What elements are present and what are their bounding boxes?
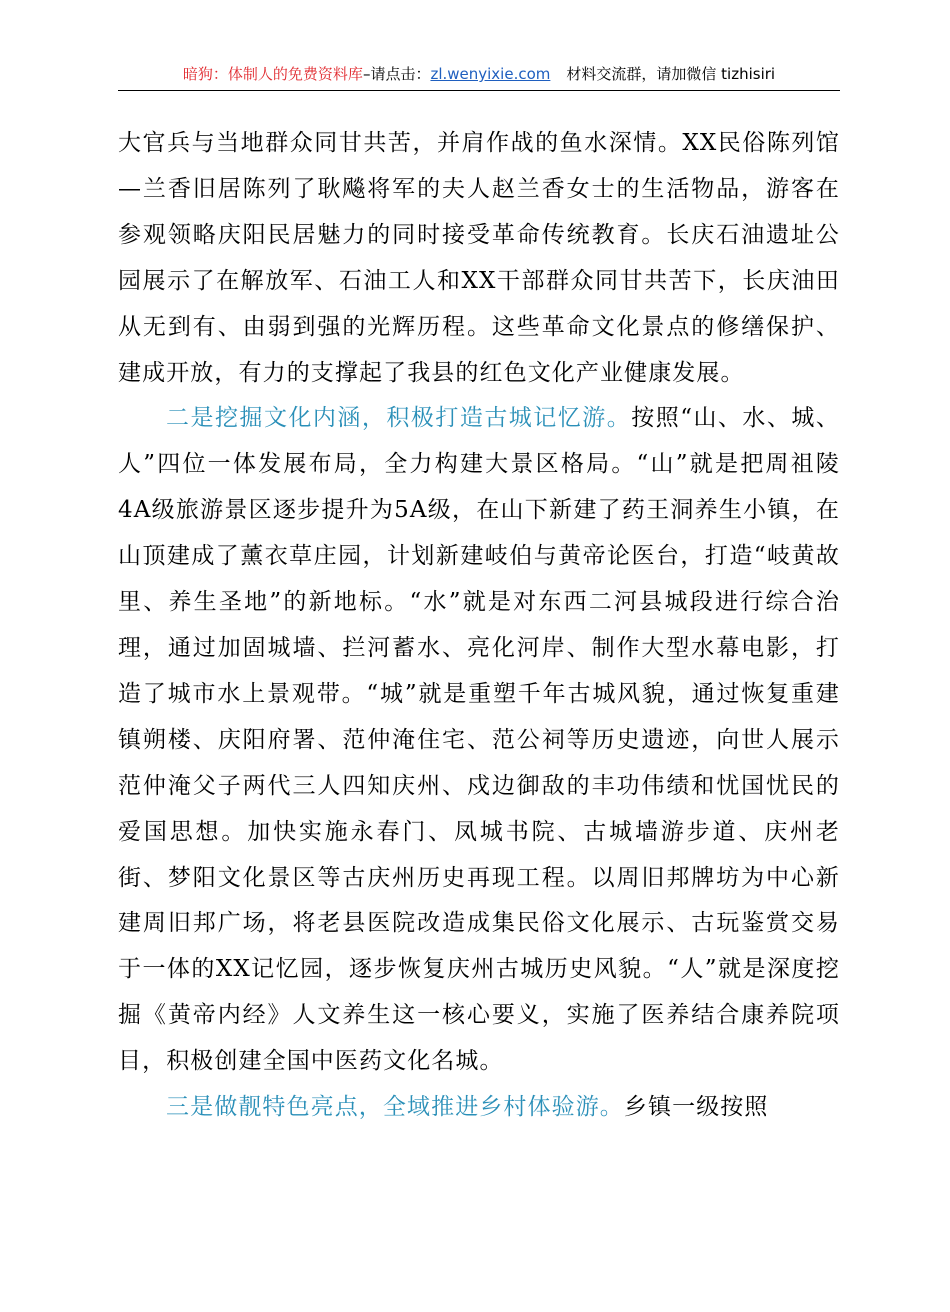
section-two-text: 按照“山、水、城、人”四位一体发展布局，全力构建大景区格局。“山”就是把周祖陵4A级旅游景区逐步提升为5A级，在山下新建了药王洞养生小镇，在山顶建成了薰衣草庄园，计划新建岐伯与黄帝论医台，打造“岐黄故里、养生圣地”的新地标。“水”就是对东西二河县城段进行综合治理，通过加固城墙、拦河蓄水、亮化河岸、制作大型水幕电影，打造了城市水上景观带。“城”就是重塑千年古城风貌，通过恢复重建镇朔楼、庆阳府署、范仲淹住宅、范公祠等历史遗迹，向世人展示范仲淹父子两代三人四知庆州、戍边御敌的丰功伟绩和忧国忧民的爱国思想。加快实施永春门、凤城书院、古城墙游步道、庆州老街、梦阳文化景区等古庆州历史再现工程。以周旧邦牌坊为中心新建周旧邦广场，将老县医院改造成集民俗文化展示、古玩鉴赏交易于一体的XX记忆园，逐步恢复庆州古城历史风貌。“人”就是深度挖掘《黄帝内经》人文养生这一核心要义，实施了医养结合康养院项目，积极创建全国中医药文化名城。 — [118, 405, 840, 1075]
header-click-prompt: –请点击： — [362, 65, 431, 83]
paragraph-section-three — [118, 1085, 840, 1131]
header-site-title: 暗狗：体制人的免费资料库 — [182, 65, 363, 83]
document-body — [118, 121, 840, 1131]
page-header — [118, 58, 840, 91]
header-url-link[interactable]: zl.wenyixie.com — [430, 65, 551, 83]
paragraph-continuation — [118, 121, 840, 396]
paragraph-1-text: 大官兵与当地群众同甘共苦，并肩作战的鱼水深情。XX民俗陈列馆—兰香旧居陈列了耿飚将军的夫人赵兰香女士的生活物品，游客在参观领略庆阳民居魅力的同时接受革命传统教育。长庆石油遗址公园展示了在解放军、石油工人和XX干部群众同甘共苦下，长庆油田从无到有、由弱到强的光辉历程。这些革命文化景点的修缮保护、建成开放，有力的支撑起了我县的红色文化产业健康发展。 — [118, 130, 840, 386]
paragraph-section-two — [118, 396, 840, 1085]
section-three-heading: 三是做靓特色亮点，全域推进乡村体验游。 — [166, 1094, 624, 1121]
section-two-heading: 二是挖掘文化内涵，积极打造古城记忆游。 — [166, 405, 632, 432]
header-contact: 材料交流群，请加微信 tizhisiri — [566, 65, 776, 83]
section-three-text: 乡镇一级按照 — [623, 1094, 769, 1121]
